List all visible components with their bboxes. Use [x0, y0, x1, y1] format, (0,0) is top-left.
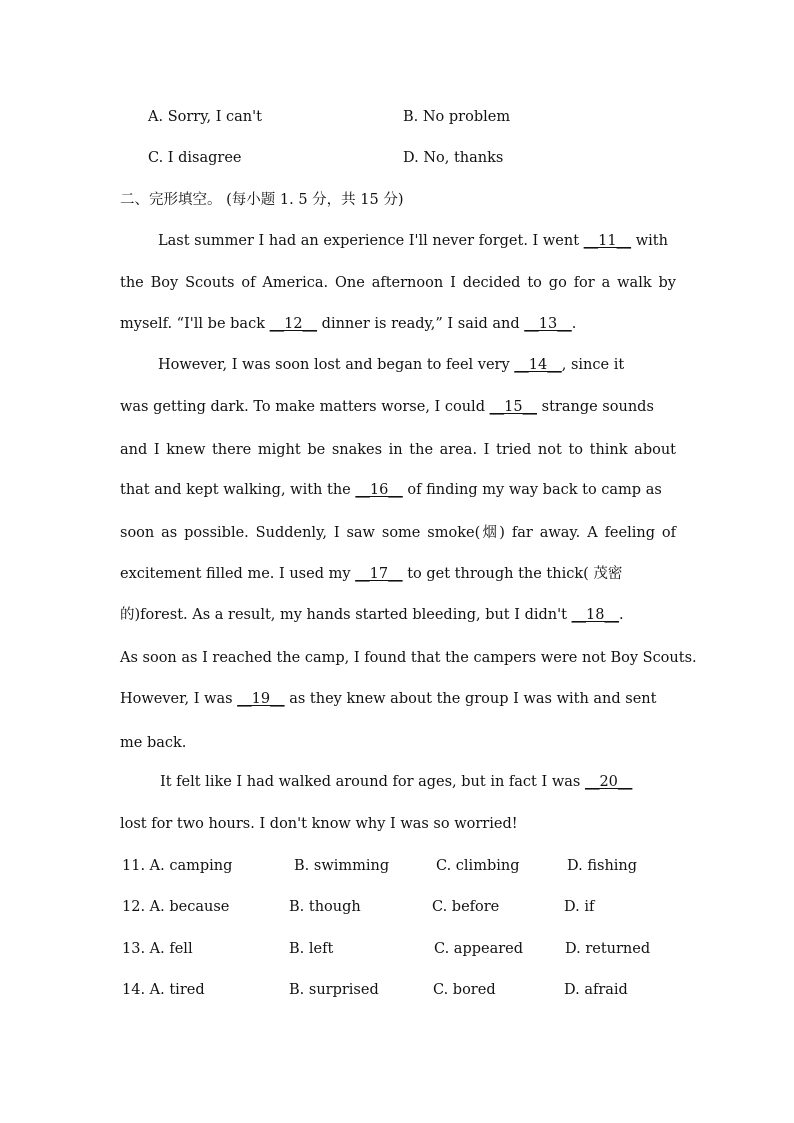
blank-11: __11__	[583, 233, 632, 249]
passage-line	[158, 355, 676, 375]
passage-text: It felt like I had walked around for ages, but in fact I was	[160, 774, 585, 790]
passage-line: As soon as I reached the camp, I found that the campers were not Boy Scouts.	[120, 650, 697, 666]
question-11-b: B. swimming	[294, 858, 390, 874]
passage-text: .	[571, 316, 577, 332]
question-13-d: D. returned	[565, 941, 651, 957]
passage-text: as they knew about the group I was with and sent	[284, 691, 657, 707]
passage-line	[120, 605, 676, 625]
passage-line: and I knew there might be snakes in the area. I tried not to think about	[120, 442, 676, 458]
section-heading: 二、完形填空。 (每小题 1. 5 分，共 15 分)	[120, 192, 404, 208]
passage-text: .	[619, 607, 624, 623]
option-a: A. Sorry, I can't	[148, 109, 262, 125]
passage-line: the Boy Scouts of America. One afternoon I decided to go for a walk by	[120, 275, 676, 291]
blank-14: __14__	[514, 357, 562, 373]
blank-18: __18__	[571, 607, 619, 623]
question-11-d: D. fishing	[567, 858, 638, 874]
passage-text: 的)forest. As a result, my hands started bleeding, but I didn't	[120, 607, 572, 623]
passage-line	[158, 231, 676, 251]
question-12-a: 12. A. because	[122, 899, 230, 915]
question-13-c: C. appeared	[434, 941, 524, 957]
passage-line: lost for two hours. I don't know why I was so worried!	[120, 816, 518, 832]
passage-text: to get through the thick( 茂密	[402, 566, 623, 582]
question-14-b: B. surprised	[289, 982, 379, 998]
question-14-a: 14. A. tired	[122, 982, 205, 998]
passage-text: , since it	[561, 357, 625, 373]
question-13-b: B. left	[289, 941, 334, 957]
passage-text: However, I was	[120, 691, 238, 707]
blank-20: __20__	[584, 774, 633, 790]
blank-16: __16__	[355, 482, 403, 498]
blank-19: __19__	[237, 691, 285, 707]
option-b: B. No problem	[403, 109, 511, 125]
question-12-c: C. before	[432, 899, 500, 915]
passage-text: excitement filled me. I used my	[120, 566, 356, 582]
passage-line	[120, 314, 676, 334]
passage-line	[120, 564, 676, 584]
passage-text: myself. “I'll be back	[120, 316, 270, 332]
option-c: C. I disagree	[148, 150, 242, 166]
blank-13: __13__	[524, 316, 572, 332]
passage-line	[120, 480, 676, 500]
question-13-a: 13. A. fell	[122, 941, 193, 957]
question-12-b: B. though	[289, 899, 361, 915]
passage-text: dinner is ready,” I said and	[317, 316, 525, 332]
blank-17: __17__	[355, 566, 403, 582]
blank-15: __15__	[489, 399, 538, 415]
passage-line	[120, 689, 676, 709]
question-12-d: D. if	[564, 899, 595, 915]
question-14-d: D. afraid	[564, 982, 628, 998]
passage-text: Last summer I had an experience I'll never forget. I went	[158, 233, 584, 249]
passage-line	[160, 772, 676, 792]
passage-text: was getting dark. To make matters worse, I could	[120, 399, 490, 415]
passage-text: that and kept walking, with the	[120, 482, 356, 498]
passage-line: me back.	[120, 735, 187, 751]
passage-text: of finding my way back to camp as	[402, 482, 662, 498]
passage-text: with	[631, 233, 668, 249]
passage-text: strange sounds	[537, 399, 654, 415]
option-d: D. No, thanks	[403, 150, 504, 166]
passage-line	[120, 397, 676, 417]
passage-text: However, I was soon lost and began to feel very	[158, 357, 515, 373]
question-14-c: C. bored	[433, 982, 496, 998]
question-11-a: 11. A. camping	[122, 858, 233, 874]
passage-line: soon as possible. Suddenly, I saw some smoke(烟) far away. A feeling of	[120, 525, 676, 541]
blank-12: __12__	[269, 316, 318, 332]
question-11-c: C. climbing	[436, 858, 520, 874]
